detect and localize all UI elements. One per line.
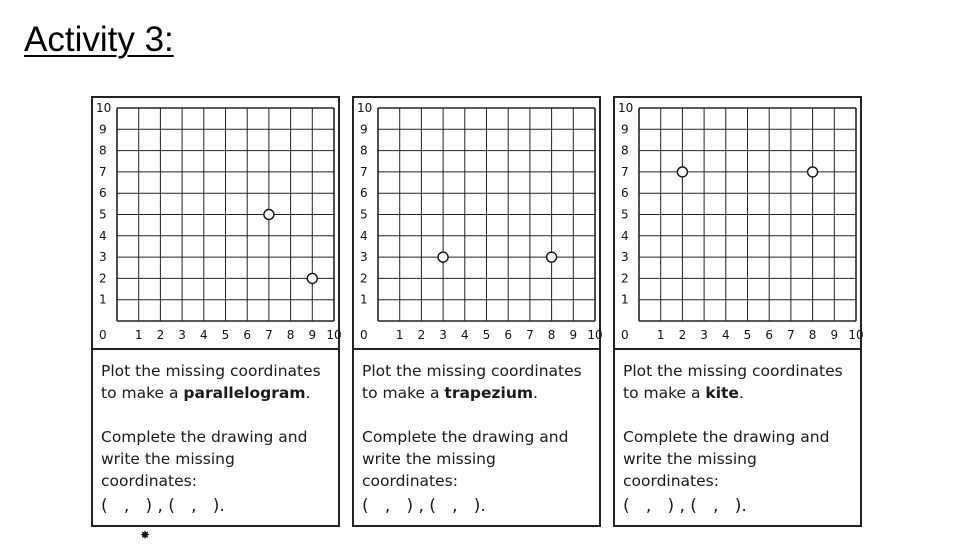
x-tick-label: 8 (286, 328, 295, 342)
y-tick-label: 1 (621, 292, 629, 307)
origin-label: 0 (360, 328, 368, 342)
answer-blanks[interactable]: ( , ) , ( , ). (362, 496, 486, 516)
activity-card-trapezium (352, 96, 601, 527)
x-tick-label: 4 (721, 328, 730, 342)
instruction-text: Plot the missing coordinates to make a parallelogram. (101, 362, 321, 402)
card-text (362, 360, 594, 492)
y-tick-label: 6 (360, 186, 368, 201)
y-tick-label: 10 (96, 101, 112, 115)
task-text: Complete the drawing and write the missing coordinates: (623, 428, 830, 490)
plotted-point (307, 273, 317, 283)
plotted-point (808, 167, 818, 177)
y-tick-label: 5 (621, 207, 629, 222)
x-tick-label: 10 (587, 328, 603, 342)
answer-blanks[interactable]: ( , ) , ( , ). (101, 496, 225, 516)
y-tick-label: 10 (357, 101, 373, 115)
x-tick-label: 10 (326, 328, 342, 342)
activity-card-kite (613, 96, 862, 527)
x-tick-label: 1 (395, 328, 404, 342)
y-tick-label: 5 (99, 207, 107, 222)
x-tick-label: 5 (743, 328, 752, 342)
y-tick-label: 2 (99, 271, 107, 286)
x-tick-label: 7 (265, 328, 273, 342)
shape-name: kite (705, 384, 739, 402)
y-tick-label: 8 (99, 143, 107, 158)
y-tick-label: 5 (360, 207, 368, 222)
activity-card-parallelogram (91, 96, 340, 527)
x-tick-label: 6 (243, 328, 252, 342)
page-title: Activity 3: (24, 20, 174, 59)
x-tick-label: 6 (504, 328, 513, 342)
x-tick-label: 7 (526, 328, 534, 342)
y-tick-label: 3 (621, 250, 629, 265)
x-tick-label: 10 (848, 328, 864, 342)
card-divider (93, 348, 338, 350)
coordinate-grid (615, 98, 864, 348)
y-tick-label: 8 (621, 143, 629, 158)
y-tick-label: 2 (360, 271, 368, 286)
y-tick-label: 9 (99, 122, 107, 137)
shape-name: trapezium (444, 384, 534, 402)
x-tick-label: 2 (417, 328, 426, 342)
coordinate-grid (93, 98, 342, 348)
origin-label: 0 (621, 328, 629, 342)
x-tick-label: 9 (569, 328, 578, 342)
y-tick-label: 6 (621, 186, 629, 201)
y-tick-label: 9 (360, 122, 368, 137)
x-tick-label: 4 (460, 328, 469, 342)
y-tick-label: 7 (621, 164, 629, 179)
y-tick-label: 10 (618, 101, 634, 115)
x-tick-label: 1 (134, 328, 143, 342)
x-tick-label: 2 (678, 328, 687, 342)
y-tick-label: 7 (360, 164, 368, 179)
x-tick-label: 5 (221, 328, 230, 342)
y-tick-label: 4 (360, 228, 368, 243)
y-tick-label: 4 (621, 228, 629, 243)
task-text: Complete the drawing and write the missing coordinates: (362, 428, 569, 490)
stray-mark: ✸ (140, 528, 151, 542)
task-text: Complete the drawing and write the missing coordinates: (101, 428, 308, 490)
x-tick-label: 3 (700, 328, 708, 342)
x-tick-label: 8 (547, 328, 556, 342)
x-tick-label: 9 (830, 328, 839, 342)
x-tick-label: 3 (178, 328, 186, 342)
instruction-text: Plot the missing coordinates to make a kite. (623, 362, 843, 402)
card-divider (615, 348, 860, 350)
plotted-point (438, 252, 448, 262)
answer-blanks[interactable]: ( , ) , ( , ). (623, 496, 747, 516)
plotted-point (677, 167, 687, 177)
shape-name: parallelogram (183, 384, 306, 402)
x-tick-label: 6 (765, 328, 774, 342)
card-divider (354, 348, 599, 350)
y-tick-label: 8 (360, 143, 368, 158)
coordinate-grid (354, 98, 603, 348)
x-tick-label: 5 (482, 328, 491, 342)
x-tick-label: 2 (156, 328, 165, 342)
instruction-text: Plot the missing coordinates to make a trapezium. (362, 362, 582, 402)
y-tick-label: 9 (621, 122, 629, 137)
y-tick-label: 7 (99, 164, 107, 179)
x-tick-label: 3 (439, 328, 447, 342)
y-tick-label: 1 (360, 292, 368, 307)
y-tick-label: 6 (99, 186, 107, 201)
card-text (101, 360, 333, 492)
y-tick-label: 3 (360, 250, 368, 265)
y-tick-label: 4 (99, 228, 107, 243)
plotted-point (264, 210, 274, 220)
x-tick-label: 8 (808, 328, 817, 342)
y-tick-label: 3 (99, 250, 107, 265)
y-tick-label: 1 (99, 292, 107, 307)
x-tick-label: 9 (308, 328, 317, 342)
x-tick-label: 4 (199, 328, 208, 342)
origin-label: 0 (99, 328, 107, 342)
y-tick-label: 2 (621, 271, 629, 286)
card-text (623, 360, 855, 492)
x-tick-label: 1 (656, 328, 665, 342)
x-tick-label: 7 (787, 328, 795, 342)
plotted-point (547, 252, 557, 262)
